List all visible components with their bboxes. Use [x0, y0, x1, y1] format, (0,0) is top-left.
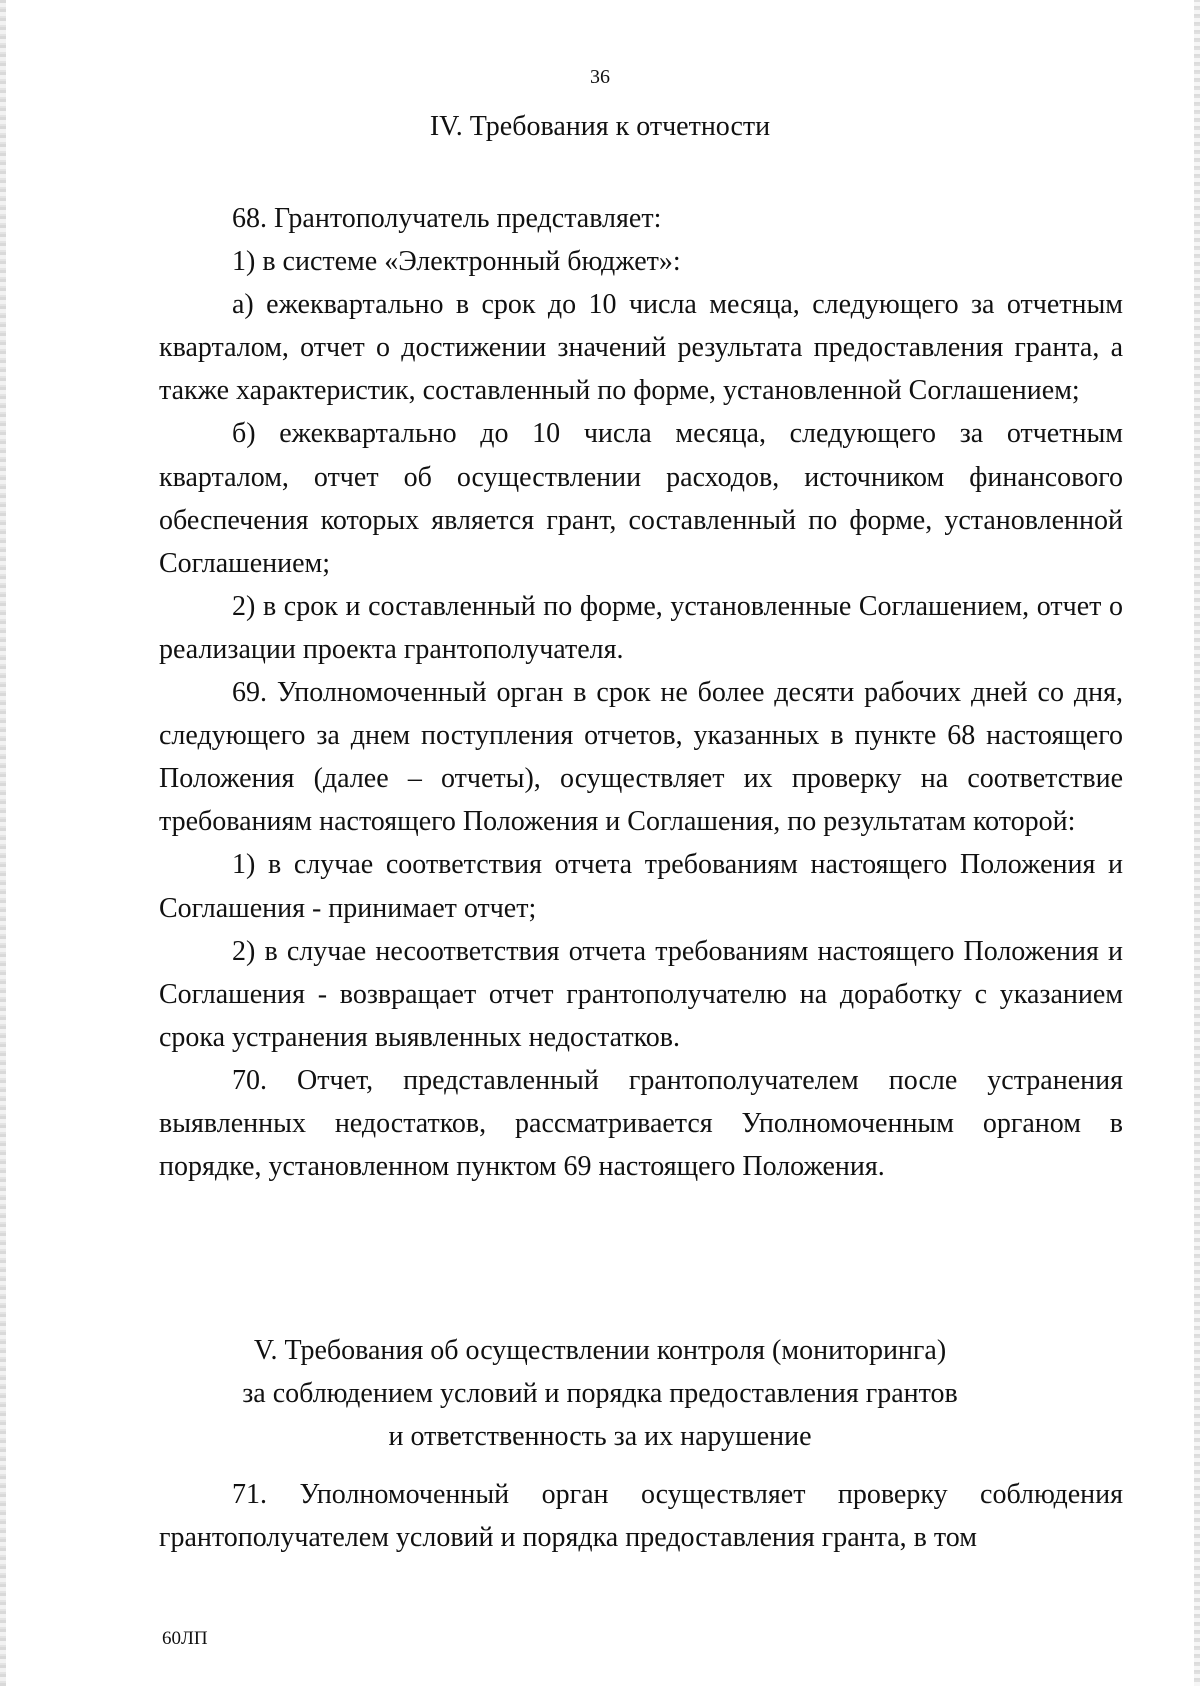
paragraph-68-item-1b: б) ежеквартально до 10 числа месяца, следующего за отчетным кварталом, отчет об осуществлении расходов, источником финансового обеспечения которых является грант, составленный по форме, установленной Соглашением;: [159, 418, 1123, 579]
paragraph-68: 68. Грантополучатель представляет:: [232, 203, 662, 234]
heading-v-line-3: и ответственность за их нарушение: [388, 1421, 812, 1452]
paragraph-68-item-1: 1) в системе «Электронный бюджет»:: [232, 246, 681, 278]
paragraph-68-item-2: 2) в срок и составленный по форме, установленные Соглашением, отчет о реализации проекта грантополучателя.: [159, 590, 1123, 665]
section-heading-v: [0, 1329, 1200, 1458]
document-code: 60ЛП: [162, 1628, 208, 1649]
page-number: 36: [590, 66, 610, 88]
heading-v-line-1: V. Требования об осуществлении контроля (мониторинга): [253, 1335, 947, 1366]
paragraph-71: 71. Уполномоченный орган осуществляет проверку соблюдения грантополучателем условий и порядка предоставления гранта, в том: [159, 1479, 1123, 1554]
paragraph-70: 70. Отчет, представленный грантополучателем после устранения выявленных недостатков, рассматривается Уполномоченным органом в порядке, установленном пунктом 69 настоящего Положения.: [159, 1064, 1123, 1183]
paragraph-69-item-2: 2) в случае несоответствия отчета требованиям настоящего Положения и Соглашения - возвращает отчет грантополучателю на доработку с указанием срока устранения выявленных недостатков.: [159, 935, 1123, 1053]
section-iv-body: [159, 197, 1123, 1188]
section-v-body: [159, 1473, 1123, 1559]
paragraph-68-item-1a: а) ежеквартально в срок до 10 числа месяца, следующего за отчетным кварталом, отчет о достижении значений результата предоставления гранта, а также характеристик, составленный по форме, установленной Соглашением;: [159, 289, 1123, 407]
paragraph-69: 69. Уполномоченный орган в срок не более десяти рабочих дней со дня, следующего за днем поступления отчетов, указанных в пункте 68 настоящего Положения (далее – отчеты), осуществляет их проверку на соответствие требованиям настоящего Положения и Соглашения, по результатам которой:: [159, 677, 1123, 838]
section-heading-iv: IV. Требования к отчетности: [429, 111, 771, 142]
paragraph-69-item-1: 1) в случае соответствия отчета требованиям настоящего Положения и Соглашения - принимает отчет;: [159, 849, 1123, 924]
heading-v-line-2: за соблюдением условий и порядка предоставления грантов: [242, 1378, 958, 1409]
